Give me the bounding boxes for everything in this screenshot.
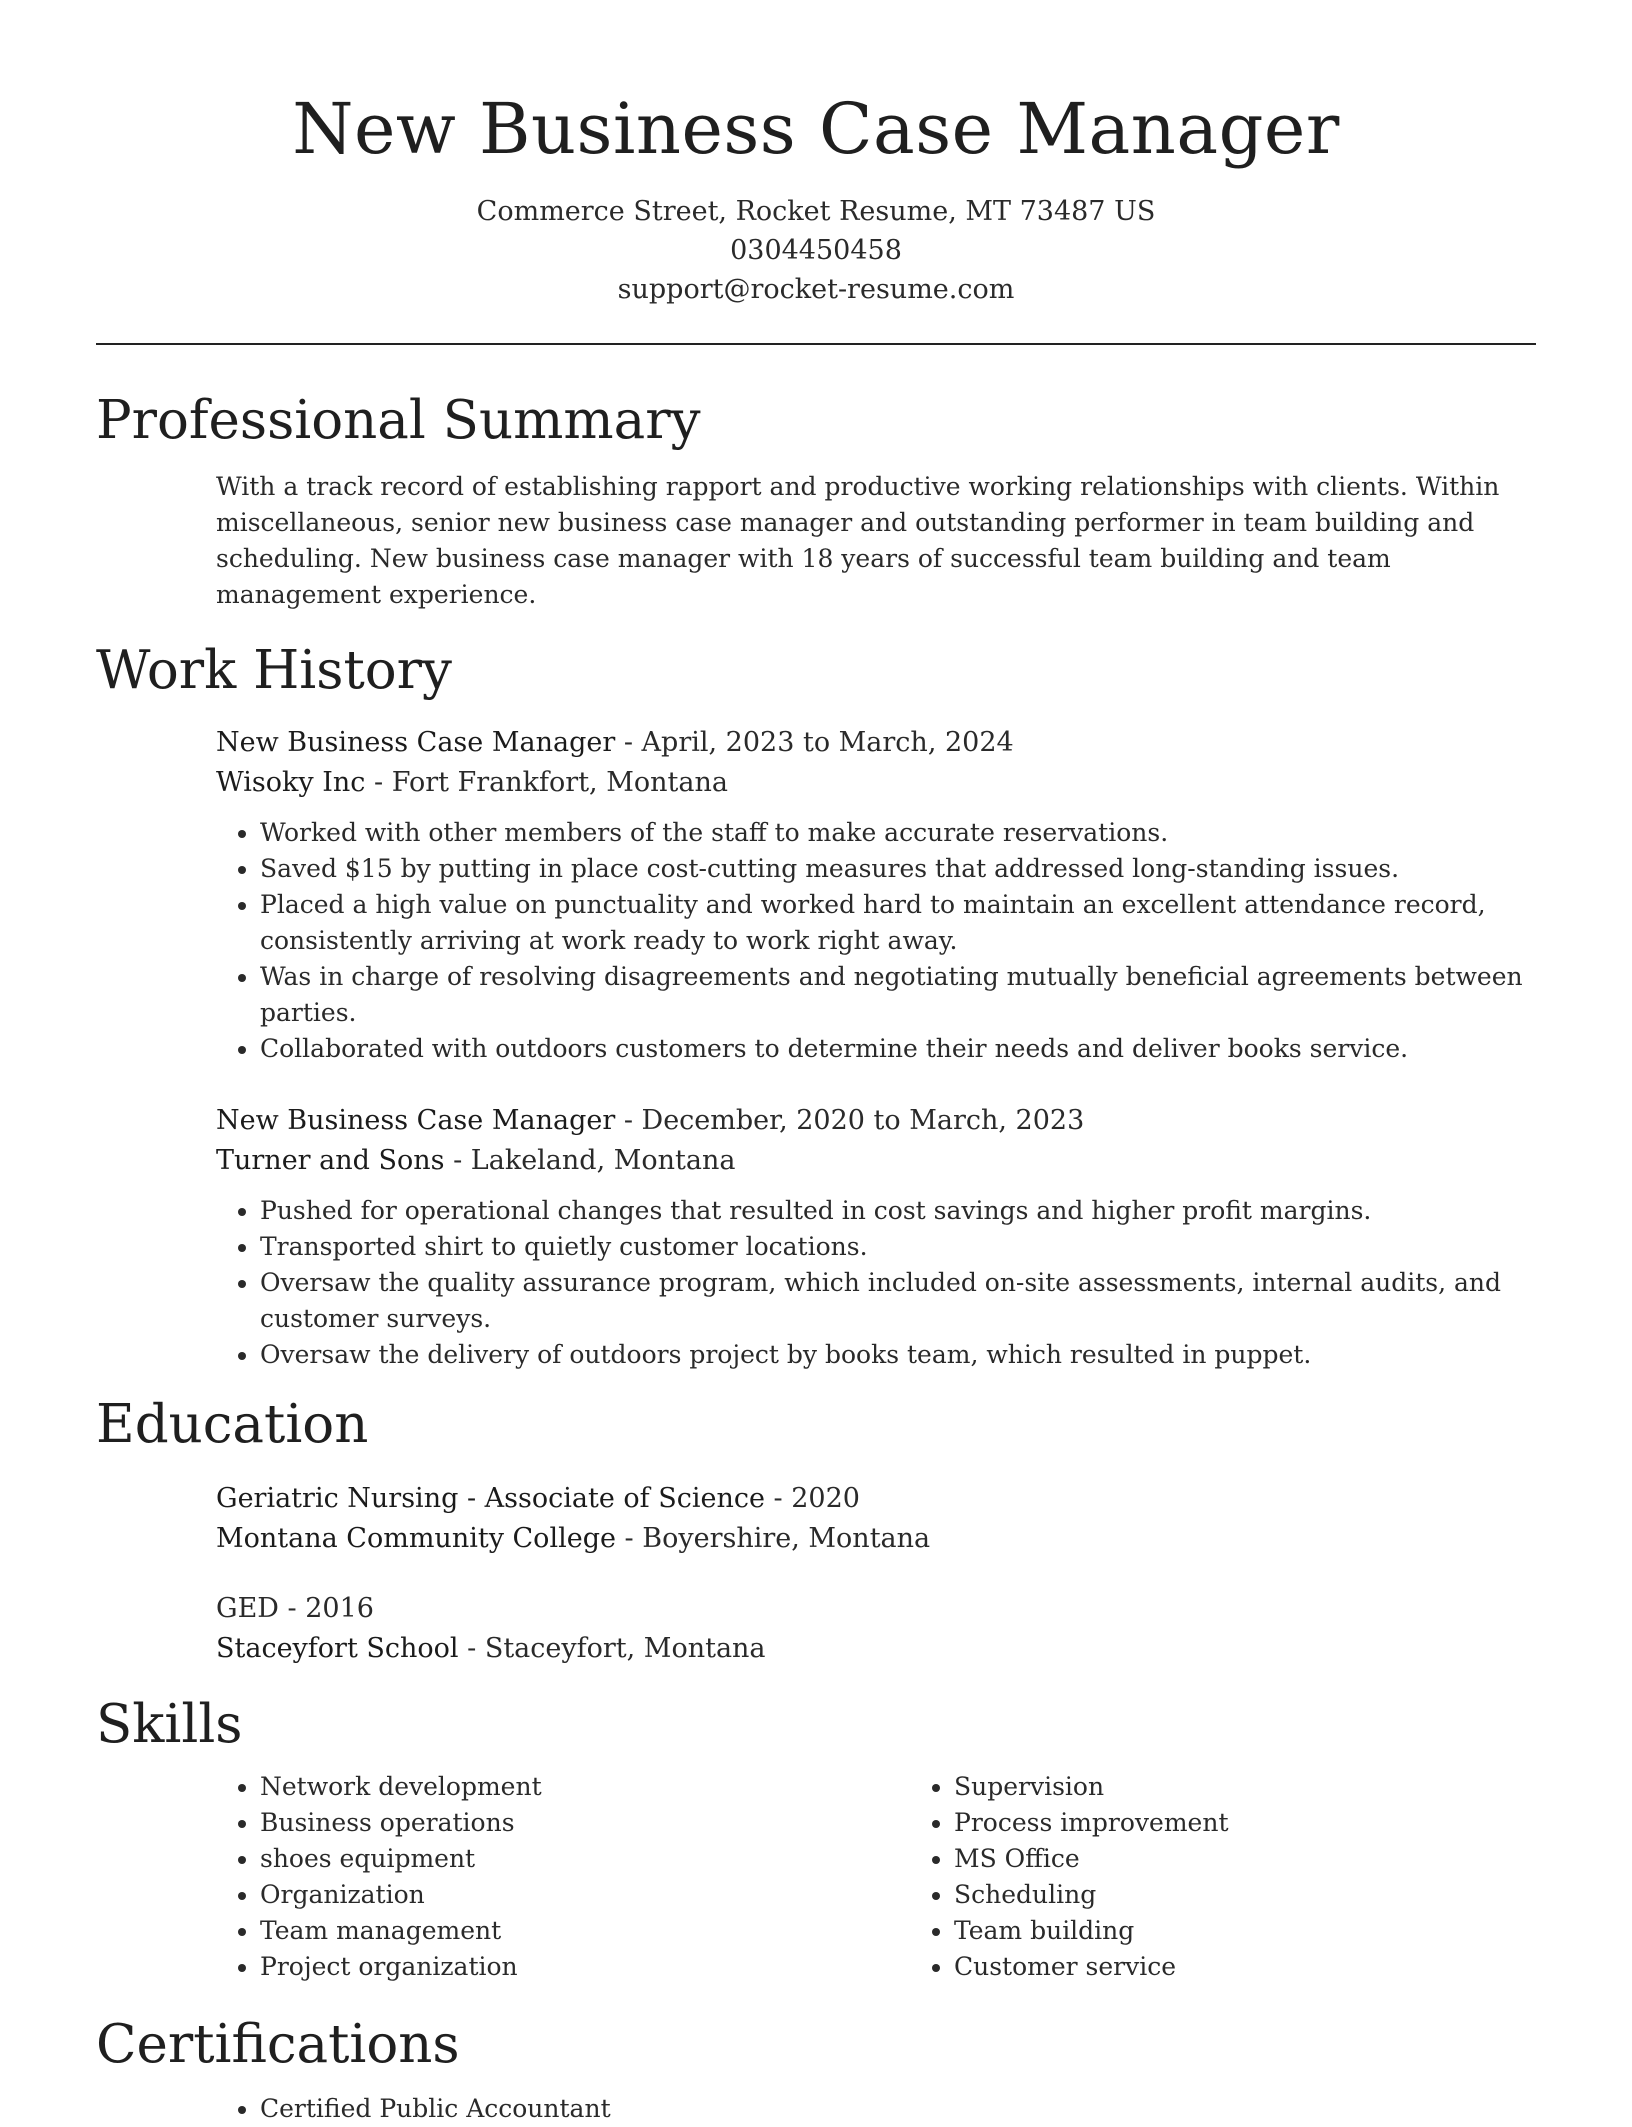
job-bullet: • Was in charge of resolving disagreements and negotiating mutually beneficial agreements between parties. xyxy=(260,959,1536,1031)
skill-item: • MS Office xyxy=(954,1841,1604,1877)
skill-item: • Network development xyxy=(260,1769,910,1805)
skills-list-left xyxy=(216,1769,910,1985)
education-degree: GED xyxy=(216,1593,279,1624)
education-entry xyxy=(216,1479,1536,1559)
candidate-name: New Business Case Manager xyxy=(292,88,1340,170)
summary-body xyxy=(216,469,1536,613)
job-title-line xyxy=(216,1101,1536,1141)
skill-item: • Team building xyxy=(954,1913,1604,1949)
section-title-summary: Professional Summary xyxy=(96,390,701,451)
email: support@rocket-resume.com xyxy=(617,274,1015,305)
job-bullet: • Placed a high value on punctuality and worked hard to maintain an excellent attendance record, consistently arriving at work ready to work right away. xyxy=(260,887,1536,959)
section-title-work-history: Work History xyxy=(96,640,452,701)
contact-info xyxy=(96,192,1536,309)
education-school: Staceyfort School xyxy=(216,1633,459,1664)
job-bullet: • Saved $15 by putting in place cost-cutting measures that addressed long-standing issues. xyxy=(260,851,1536,887)
skill-item: • Business operations xyxy=(260,1805,910,1841)
education-entry xyxy=(216,1589,1536,1669)
skills-body xyxy=(216,1769,1536,1985)
skills-columns xyxy=(216,1769,1536,1985)
skill-item: • Scheduling xyxy=(954,1877,1604,1913)
education-location: - Staceyfort, Montana xyxy=(458,1633,766,1664)
job-company-line xyxy=(216,763,1536,803)
resume-page xyxy=(96,0,1536,2127)
job-company: Wisoky Inc xyxy=(216,767,366,798)
section-title-education: Education xyxy=(96,1394,369,1455)
job-bullet: • Transported shirt to quietly customer locations. xyxy=(260,1229,1536,1265)
skill-item: • Supervision xyxy=(954,1769,1604,1805)
skill-item: • Team management xyxy=(260,1913,910,1949)
address: Commerce Street, Rocket Resume, MT 73487 US xyxy=(476,196,1156,227)
job-entry xyxy=(216,1101,1536,1373)
education-degree: Geriatric Nursing - Associate of Science xyxy=(216,1483,765,1514)
skills-list-right xyxy=(910,1769,1604,1985)
skill-item: • Customer service xyxy=(954,1949,1604,1985)
skill-item: • Process improvement xyxy=(954,1805,1604,1841)
job-bullet: • Collaborated with outdoors customers to determine their needs and deliver books service. xyxy=(260,1031,1536,1067)
certifications-list xyxy=(216,2091,1536,2127)
job-bullets xyxy=(216,815,1536,1067)
job-location: - Fort Frankfort, Montana xyxy=(365,767,728,798)
job-bullets xyxy=(216,1193,1536,1373)
education-school: Montana Community College xyxy=(216,1523,616,1554)
job-dates: - December, 2020 to March, 2023 xyxy=(615,1105,1085,1136)
education-school-line xyxy=(216,1519,1536,1559)
summary-text: With a track record of establishing rapport and productive working relationships with clients. Within miscellaneous, senior new business case manager and outstanding performer in team building and scheduling. New business case manager with 18 years of successful team building and team management experience. xyxy=(216,472,1500,609)
job-bullet: • Oversaw the delivery of outdoors project by books team, which resulted in puppet. xyxy=(260,1337,1536,1373)
education-school-line xyxy=(216,1629,1536,1669)
job-company-line xyxy=(216,1141,1536,1181)
job-location: - Lakeland, Montana xyxy=(444,1145,736,1176)
job-bullet: • Pushed for operational changes that resulted in cost savings and higher profit margins. xyxy=(260,1193,1536,1229)
education-year: - 2020 xyxy=(764,1483,860,1514)
job-bullet: • Worked with other members of the staff to make accurate reservations. xyxy=(260,815,1536,851)
job-dates: - April, 2023 to March, 2024 xyxy=(615,727,1014,758)
education-body xyxy=(216,1479,1536,1669)
skill-item: • Project organization xyxy=(260,1949,910,1985)
job-role: New Business Case Manager xyxy=(216,727,616,758)
skill-item: • Organization xyxy=(260,1877,910,1913)
education-degree-line xyxy=(216,1479,1536,1519)
job-company: Turner and Sons xyxy=(216,1145,445,1176)
job-title-line xyxy=(216,723,1536,763)
certifications-body xyxy=(216,2091,1536,2127)
work-history-body xyxy=(216,723,1536,1373)
education-year: - 2016 xyxy=(278,1593,374,1624)
job-entry xyxy=(216,723,1536,1067)
certification-item: • Certified Public Accountant xyxy=(260,2091,1536,2127)
header-divider xyxy=(96,343,1536,345)
job-bullet: • Oversaw the quality assurance program, which included on-site assessments, internal audits, and customer surveys. xyxy=(260,1265,1536,1337)
resume-header xyxy=(96,0,1536,309)
section-title-skills: Skills xyxy=(96,1694,243,1755)
job-role: New Business Case Manager xyxy=(216,1105,616,1136)
skill-item: • shoes equipment xyxy=(260,1841,910,1877)
phone: 0304450458 xyxy=(730,235,902,266)
education-degree-line xyxy=(216,1589,1536,1629)
education-location: - Boyershire, Montana xyxy=(615,1523,931,1554)
section-title-certifications: Certifications xyxy=(96,2014,460,2075)
